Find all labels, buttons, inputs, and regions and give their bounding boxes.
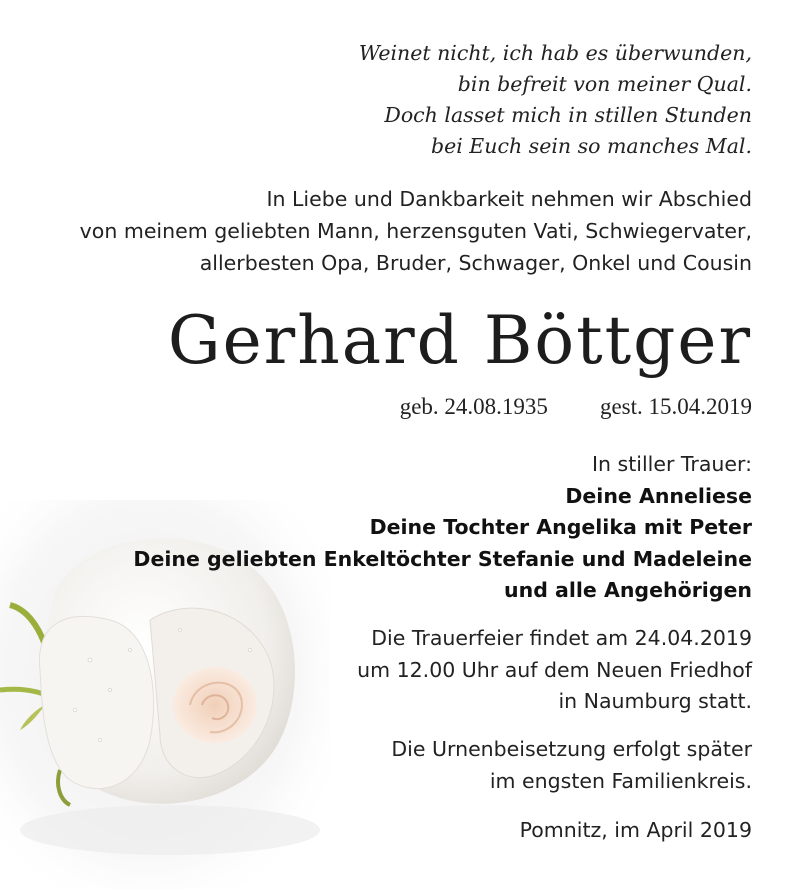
urn-line: Die Urnenbeisetzung erfolgt später bbox=[391, 737, 752, 761]
urn-burial-info bbox=[391, 734, 752, 797]
service-line: in Naumburg statt. bbox=[558, 689, 752, 713]
intro-text bbox=[80, 183, 752, 279]
poem-line: bin befreit von meiner Qual. bbox=[457, 72, 752, 96]
urn-line: im engsten Familienkreis. bbox=[489, 768, 752, 793]
mourner-name: Deine Anneliese bbox=[565, 483, 752, 508]
intro-line: von meinem geliebten Mann, herzensguten Vati, Schwiegervater, bbox=[79, 219, 752, 243]
place-and-date: Pomnitz, im April 2019 bbox=[519, 818, 752, 842]
intro-line: allerbesten Opa, Bruder, Schwager, Onkel und Cousin bbox=[199, 251, 752, 275]
deceased-name: Gerhard Böttger bbox=[167, 302, 752, 379]
poem-verse bbox=[359, 38, 752, 162]
funeral-service-info bbox=[357, 623, 752, 718]
death-date: gest. 15.04.2019 bbox=[599, 394, 752, 419]
service-line: Die Trauerfeier findet am 24.04.2019 bbox=[371, 626, 752, 650]
poem-line: Weinet nicht, ich hab es überwunden, bbox=[358, 41, 752, 65]
mourner-name: und alle Angehörigen bbox=[504, 578, 752, 602]
service-line: um 12.00 Uhr auf dem Neuen Friedhof bbox=[357, 657, 752, 682]
mourner-name: Deine geliebten Enkeltöchter Stefanie und Madeleine bbox=[133, 546, 752, 571]
mourners-heading: In stiller Trauer: bbox=[592, 452, 752, 476]
intro-line: In Liebe und Dankbarkeit nehmen wir Abschied bbox=[266, 187, 752, 211]
birth-date: geb. 24.08.1935 bbox=[399, 394, 548, 419]
mourners-list bbox=[133, 449, 752, 607]
poem-line: bei Euch sein so manches Mal. bbox=[430, 134, 752, 158]
life-dates bbox=[400, 391, 752, 423]
mourner-name: Deine Tochter Angelika mit Peter bbox=[369, 515, 752, 539]
poem-line: Doch lasset mich in stillen Stunden bbox=[384, 103, 752, 127]
